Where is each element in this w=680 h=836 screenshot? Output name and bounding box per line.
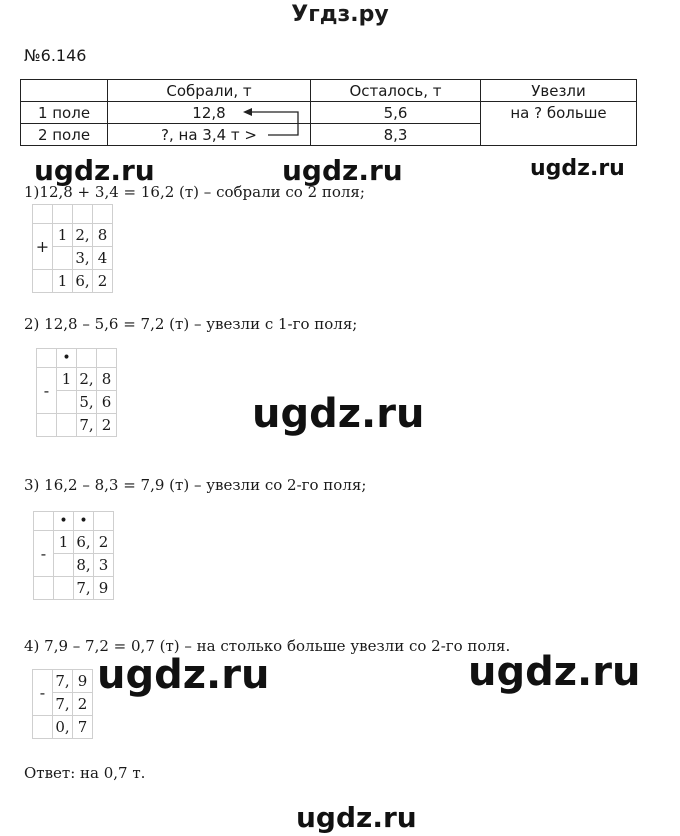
digit: 1: [53, 224, 73, 247]
digit: 8,: [74, 554, 94, 577]
operand-row: [33, 670, 93, 693]
table-header-empty: [21, 80, 108, 102]
minus-sign: -: [37, 368, 57, 414]
carry-dot: •: [54, 512, 74, 531]
left-value: 8,3: [311, 124, 481, 146]
step-3-column-calc: [33, 511, 114, 600]
step-2-text: 2) 12,8 – 5,6 = 7,2 (т) – увезли с 1-го поля;: [24, 315, 358, 333]
data-table: [20, 79, 637, 146]
digit: 1: [54, 531, 74, 554]
digit: 6: [97, 391, 117, 414]
step-1-text: 1)12,8 + 3,4 = 16,2 (т) – собрали со 2 поля;: [24, 183, 365, 201]
step-3-text: 3) 16,2 – 8,3 = 7,9 (т) – увезли со 2-го поля;: [24, 476, 367, 494]
watermark-text: ugdz.ru: [530, 156, 625, 181]
collected-value: ?, на 3,4 т >: [108, 124, 311, 146]
digit: 2: [97, 414, 117, 437]
digit: 1: [53, 270, 73, 293]
digit: [54, 554, 74, 577]
step-2-column-calc: [36, 348, 117, 437]
digit: 3: [94, 554, 114, 577]
digit: 4: [93, 247, 113, 270]
watermark-text: ugdz.ru: [34, 154, 155, 187]
table-row: [21, 102, 637, 124]
digit: 7,: [74, 577, 94, 600]
operand-row: [34, 531, 114, 554]
result-row: [34, 577, 114, 600]
result-row: [37, 414, 117, 437]
digit: 7,: [77, 414, 97, 437]
digit: 2: [94, 531, 114, 554]
digit: 7,: [53, 670, 73, 693]
digit: 2: [73, 693, 93, 716]
digit: 2: [93, 270, 113, 293]
site-title: Угдз.ру: [291, 2, 389, 27]
digit: 3,: [73, 247, 93, 270]
digit: 8: [93, 224, 113, 247]
digit: [57, 391, 77, 414]
digit: 9: [73, 670, 93, 693]
digit: [53, 247, 73, 270]
row-label: 1 поле: [21, 102, 108, 124]
operand-row: [33, 224, 113, 247]
minus-sign: -: [33, 670, 53, 716]
digit: 6,: [74, 531, 94, 554]
digit: 0,: [53, 716, 73, 739]
watermark-text: ugdz.ru: [97, 652, 270, 698]
digit: 1: [57, 368, 77, 391]
digit: 2,: [73, 224, 93, 247]
digit: 7: [73, 716, 93, 739]
digit: 2,: [77, 368, 97, 391]
digit: 9: [94, 577, 114, 600]
digit: 6,: [73, 270, 93, 293]
watermark-text: ugdz.ru: [468, 649, 641, 695]
collected-value: 12,8: [108, 102, 311, 124]
watermark-text: ugdz.ru: [252, 391, 425, 437]
carry-dot: •: [74, 512, 94, 531]
table-header-row: [21, 80, 637, 102]
plus-sign: +: [33, 224, 53, 270]
taken-value: на ? больше: [481, 102, 637, 146]
digit: 8: [97, 368, 117, 391]
digit: [57, 414, 77, 437]
digit: 5,: [77, 391, 97, 414]
result-row: [33, 716, 93, 739]
operand-row: [37, 368, 117, 391]
carry-dot: •: [57, 349, 77, 368]
watermark-text: ugdz.ru: [282, 154, 403, 187]
result-row: [33, 270, 113, 293]
step-4-text: 4) 7,9 – 7,2 = 0,7 (т) – на столько больше увезли со 2-го поля.: [24, 637, 511, 655]
digit: [54, 577, 74, 600]
step-4-column-calc: [32, 669, 93, 739]
digit: 7,: [53, 693, 73, 716]
carry-row: [33, 205, 113, 224]
table-header-collected: Собрали, т: [108, 80, 311, 102]
answer-text: Ответ: на 0,7 т.: [24, 764, 146, 782]
row-label: 2 поле: [21, 124, 108, 146]
step-1-column-calc: [32, 204, 113, 293]
table-header-taken: Увезли: [481, 80, 637, 102]
task-number: №6.146: [24, 46, 87, 65]
watermark-text: ugdz.ru: [296, 801, 417, 834]
minus-sign: -: [34, 531, 54, 577]
table-header-left: Осталось, т: [311, 80, 481, 102]
carry-row: [34, 512, 114, 531]
left-value: 5,6: [311, 102, 481, 124]
carry-row: [37, 349, 117, 368]
